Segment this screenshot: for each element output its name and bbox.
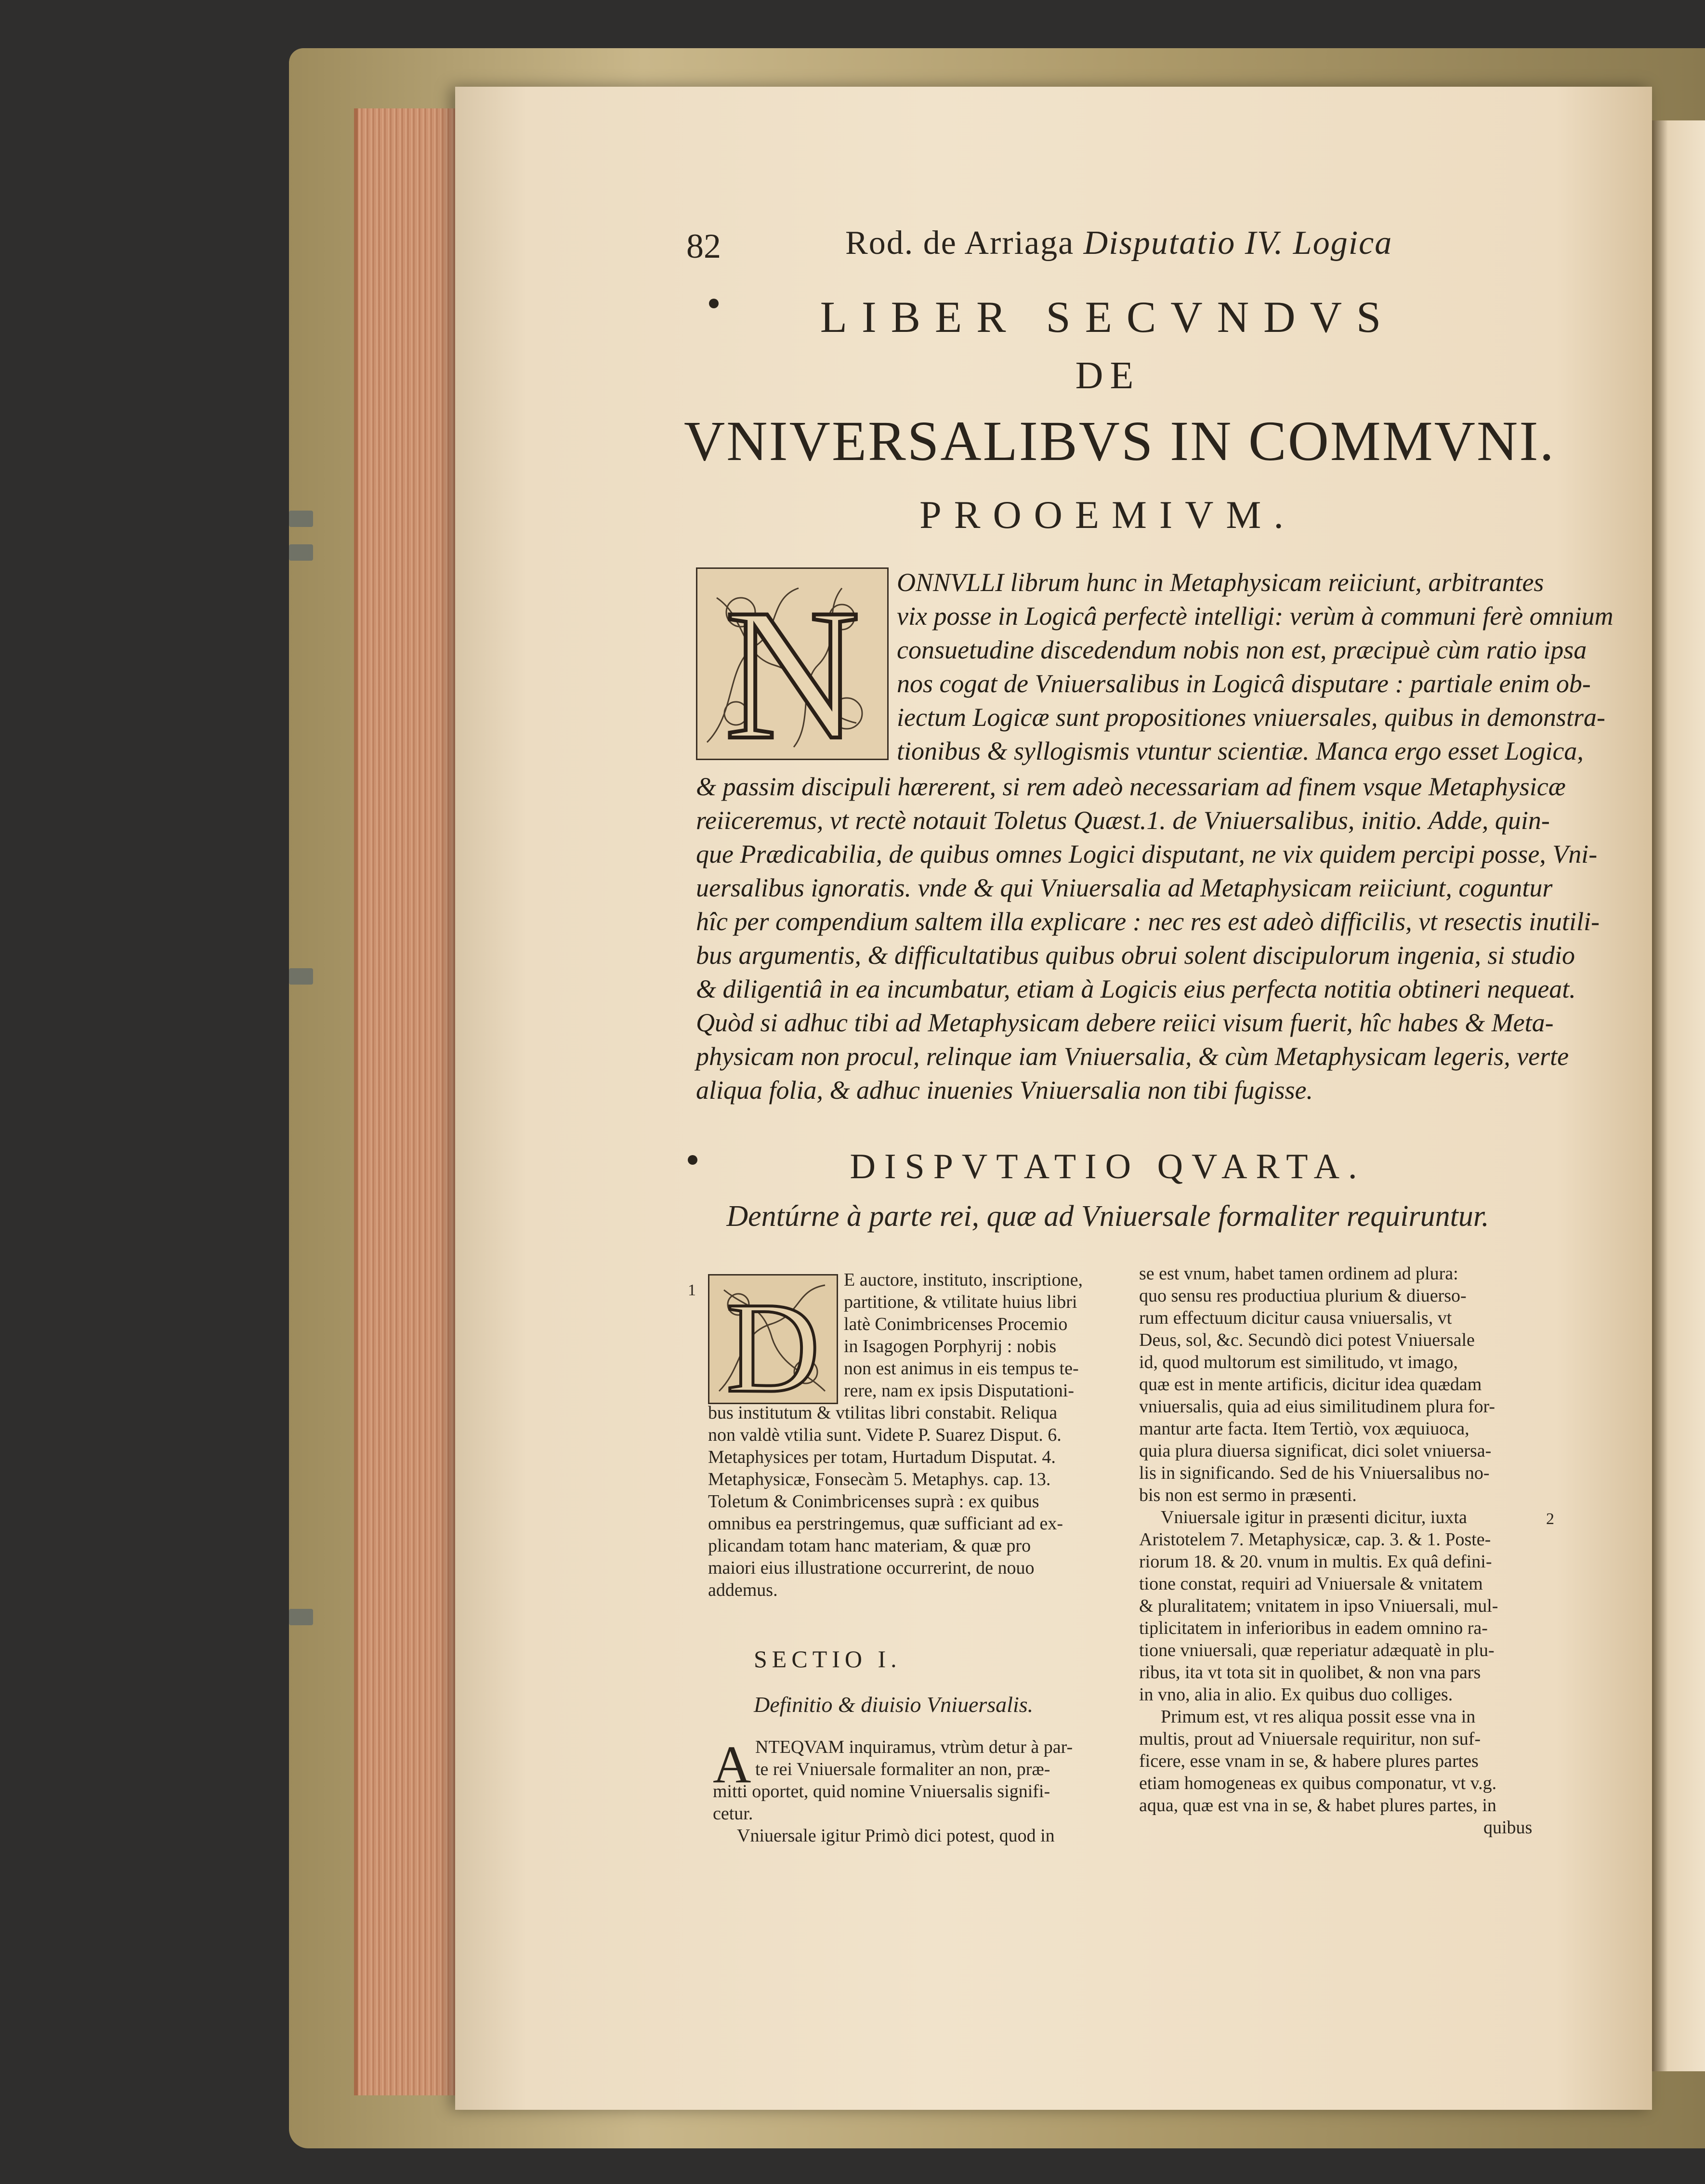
book-subtitle: VNIVERSALIBVS IN COMMVNI. xyxy=(684,409,1555,473)
body-line: ribus, ita vt tota sit in quolibet, & non vna pars xyxy=(1139,1662,1481,1683)
body-line: Toletum & Conimbricenses suprà : ex quibus xyxy=(708,1491,1039,1512)
disputatio-title: DISPVTATIO QVARTA. xyxy=(850,1147,1366,1186)
body-line: riorum 18. & 20. vnum in multis. Ex quâ defini- xyxy=(1139,1552,1492,1572)
book-clasp xyxy=(289,544,313,561)
body-line: mitti oportet, quid nomine Vniuersalis signifi- xyxy=(713,1781,1050,1802)
body-line: id, quod multorum est similitudo, vt imago, xyxy=(1139,1352,1458,1372)
running-head-author: Rod. de Arriaga xyxy=(845,224,1084,262)
body-line: aqua, quæ est vna in se, & habet plures partes, in xyxy=(1139,1795,1496,1816)
procemium-line: bus argumentis, & difficultatibus quibus obrui solent discipulorum ingenia, si studio xyxy=(696,941,1575,970)
body-line: tiplicitatem in inferioribus in eadem omnino ra- xyxy=(1139,1618,1488,1638)
body-line: Primum est, vt res aliqua possit esse vna in xyxy=(1161,1707,1476,1727)
page-number: 82 xyxy=(686,227,721,265)
body-line: E auctore, instituto, inscriptione, xyxy=(844,1270,1083,1290)
body-line: Vniuersale igitur Primò dici potest, quod in xyxy=(737,1826,1055,1846)
body-line: in vno, alia in alio. Ex quibus duo colliges. xyxy=(1139,1684,1453,1705)
svg-text:D: D xyxy=(726,1276,820,1403)
body-line: tione vniuersali, quæ reperiatur adæquatè in plu- xyxy=(1139,1640,1495,1660)
body-line: rere, nam ex ipsis Disputationi- xyxy=(844,1381,1075,1401)
facing-page-edge xyxy=(1652,120,1705,2071)
body-line: cetur. xyxy=(713,1803,753,1824)
drop-cap-d xyxy=(708,1274,838,1404)
procemium-line: Quòd si adhuc tibi ad Metaphysicam debere reiici visum fuerit, hîc habes & Meta- xyxy=(696,1008,1554,1037)
body-line: vniuersalis, quia ad eius similitudinem plura for- xyxy=(1139,1396,1495,1417)
body-line: Metaphysices per totam, Hurtadum Disputat. 4. xyxy=(708,1447,1056,1467)
body-line: maiori eius illustratione occurrerint, de nouo xyxy=(708,1558,1035,1578)
margin-number: 1 xyxy=(688,1281,696,1299)
procemium-line: tionibus & syllogismis vtuntur scientiæ. Manca ergo esset Logica, xyxy=(897,737,1584,765)
body-line: plicandam totam hanc materiam, & quæ pro xyxy=(708,1536,1031,1556)
procemium-line: hîc per compendium saltem illa explicare : nec res est adeò difficilis, vt resectis inutili- xyxy=(696,907,1600,936)
procemium-line: & passim discipuli hærerent, si rem adeò necessariam ad finem vsque Metaphysicæ xyxy=(696,772,1566,801)
body-line: non valdè vtilia sunt. Videte P. Suarez Disput. 6. xyxy=(708,1425,1062,1445)
procemium-line: ONNVLLI librum hunc in Metaphysicam reiiciunt, arbitrantes xyxy=(897,568,1544,597)
ink-dot xyxy=(709,299,719,308)
procemium-line: aliqua folia, & adhuc inuenies Vniuersalia non tibi fugisse. xyxy=(696,1076,1313,1105)
procemium-line: consuetudine discedendum nobis non est, præcipuè cùm ratio ipsa xyxy=(897,635,1587,664)
procemium-line: uersalibus ignoratis. vnde & qui Vniuersalia ad Metaphysicam reiiciunt, coguntur xyxy=(696,873,1553,902)
drop-cap-n xyxy=(696,567,889,760)
book-title: LIBER SECVNDVS xyxy=(820,292,1396,342)
procemium-line: que Prædicabilia, de quibus omnes Logici disputant, ne vix quidem percipi posse, Vni- xyxy=(696,840,1598,868)
body-line: omnibus ea perstringemus, quæ sufficiant ad ex- xyxy=(708,1513,1063,1534)
svg-text:N: N xyxy=(724,570,860,759)
body-line: partitione, & vtilitate huius libri xyxy=(844,1292,1077,1312)
body-line: Aristotelem 7. Metaphysicæ, cap. 3. & 1. Poste- xyxy=(1139,1529,1491,1550)
book-clasp xyxy=(289,968,313,985)
body-line: mantur arte facta. Item Tertiò, vox æquiuoca, xyxy=(1139,1419,1469,1439)
body-line: multis, prout ad Vniuersale requiritur, non suf- xyxy=(1139,1729,1481,1749)
body-line: Metaphysicæ, Fonsecàm 5. Metaphys. cap. 13. xyxy=(708,1469,1051,1489)
section-heading: SECTIO I. xyxy=(754,1645,902,1672)
body-line: quo sensu res productiua plurium & diuerso- xyxy=(1139,1286,1467,1306)
disputatio-subtitle: Dentúrne à parte rei, quæ ad Vniuersale formaliter requiruntur. xyxy=(726,1200,1489,1233)
ornament-icon xyxy=(697,569,887,759)
body-line: latè Conimbricenses Procemio xyxy=(844,1314,1068,1334)
title-de: DE xyxy=(1075,355,1141,397)
body-line: tione constat, requiri ad Vniuersale & vnitatem xyxy=(1139,1574,1483,1594)
procemium-line: vix posse in Logicâ perfectè intelligi: verùm à communi ferè omnium xyxy=(897,602,1613,631)
running-head-section: Disputatio IV. Logica xyxy=(1083,224,1393,262)
body-line: quia plura diuersa significat, dici solet vniuersa- xyxy=(1139,1441,1492,1461)
running-head xyxy=(845,224,1392,263)
body-line: ficere, esse vnam in se, & habere plures partes xyxy=(1139,1751,1479,1771)
body-line: bus institutum & vtilitas libri constabit. Reliqua xyxy=(708,1403,1058,1423)
procemium-heading: PROOEMIVM. xyxy=(919,493,1296,537)
body-line: etiam homogeneas ex quibus componatur, vt v.g. xyxy=(1139,1773,1497,1793)
catchword: quibus xyxy=(1483,1817,1533,1838)
procemium-line: & diligentiâ in ea incumbatur, etiam à Logicis eius perfecta notitia obtineri nequeat. xyxy=(696,974,1576,1003)
section-subtitle: Definitio & diuisio Vniuersalis. xyxy=(754,1692,1034,1717)
body-line: rum effectuum dicitur causa vniuersalis, vt xyxy=(1139,1308,1452,1328)
body-line: Deus, sol, &c. Secundò dici potest Vniuersale xyxy=(1139,1330,1475,1350)
procemium-line: nos cogat de Vniuersalibus in Logicâ disputare : partiale enim ob- xyxy=(897,669,1591,698)
ornament-icon xyxy=(709,1276,837,1403)
body-line: addemus. xyxy=(708,1580,778,1600)
book-clasp xyxy=(289,511,313,527)
body-line: se est vnum, habet tamen ordinem ad plura: xyxy=(1139,1263,1458,1284)
body-line: lis in significando. Sed de his Vniuersalibus no- xyxy=(1139,1463,1490,1483)
body-line: in Isagogen Porphyrij : nobis xyxy=(844,1336,1057,1356)
book-clasp xyxy=(289,1609,313,1625)
body-line: bis non est sermo in præsenti. xyxy=(1139,1485,1357,1505)
body-line: te rei Vniuersale formaliter an non, præ- xyxy=(755,1759,1050,1779)
drop-cap-a: A xyxy=(713,1735,751,1794)
margin-number: 2 xyxy=(1546,1510,1554,1528)
procemium-line: reiiceremus, vt rectè notauit Toletus Quæst.1. de Vniuersalibus, initio. Adde, quin- xyxy=(696,806,1550,835)
procemium-line: iectum Logicæ sunt propositiones vniuersales, quibus in demonstra- xyxy=(897,703,1605,732)
body-line: NTEQVAM inquiramus, vtrùm detur à par- xyxy=(755,1737,1073,1757)
body-line: Vniuersale igitur in præsenti dicitur, iuxta xyxy=(1161,1507,1467,1527)
body-line: non est animus in eis tempus te- xyxy=(844,1358,1079,1379)
procemium-line: physicam non procul, relinque iam Vniuersalia, & cùm Metaphysicam legeris, verte xyxy=(696,1042,1569,1071)
body-line: & pluralitatem; vnitatem in ipso Vniuersali, mul- xyxy=(1139,1596,1498,1616)
body-line: quæ est in mente artificis, dicitur idea quædam xyxy=(1139,1374,1482,1395)
